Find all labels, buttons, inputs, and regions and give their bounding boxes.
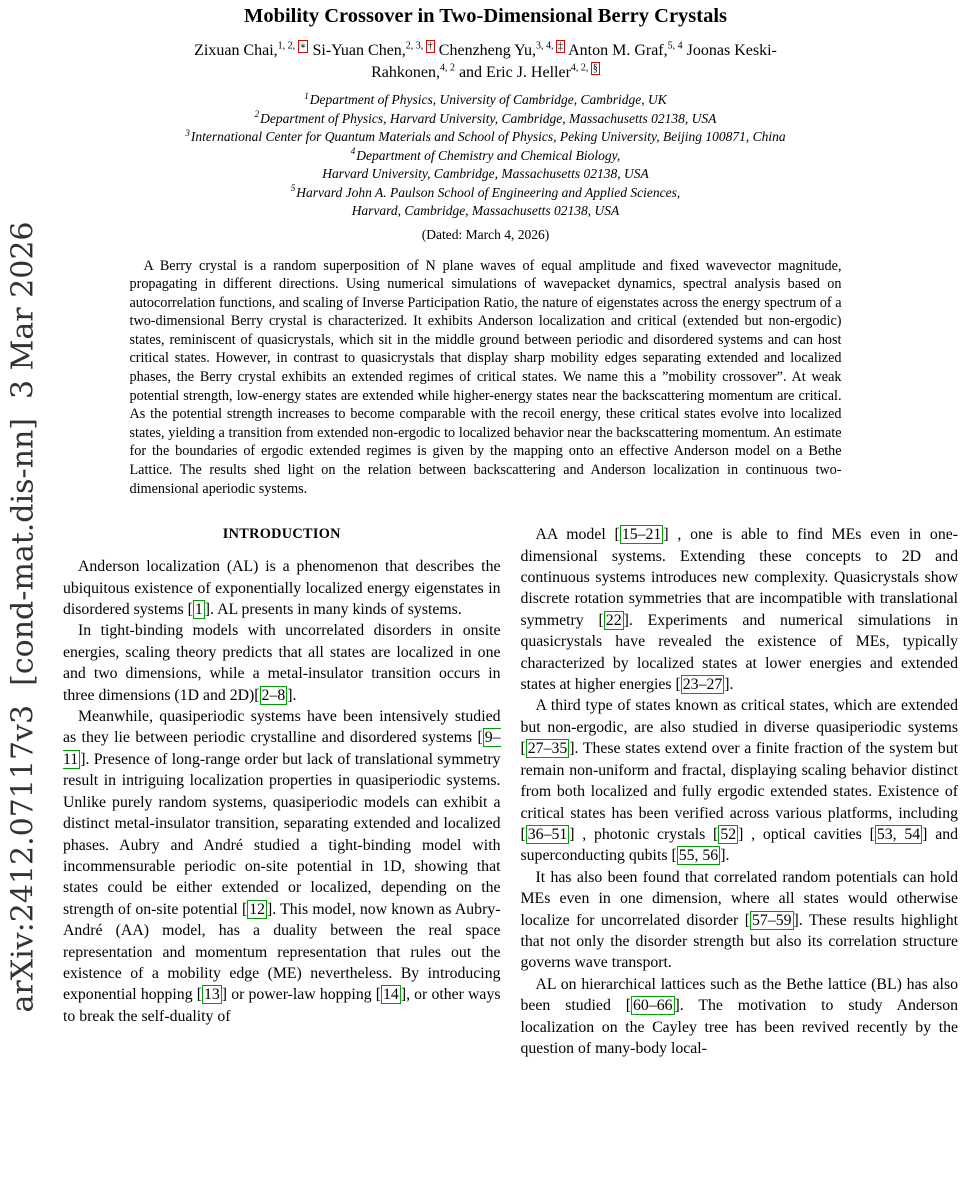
author-name: and Eric J. Heller$^{4, 2, \S}$ xyxy=(458,62,598,81)
citation-link[interactable]: [ 22 ] xyxy=(598,611,629,629)
citation-number[interactable]: 1 xyxy=(194,601,203,619)
citation-link[interactable]: [ 15–21 ] xyxy=(614,526,669,544)
citation-link[interactable]: [ 14 ] xyxy=(375,986,407,1004)
citation-number[interactable]: 52 xyxy=(720,825,737,843)
body-paragraph: AL on hierarchical lattices such as the Bethe lattice (BL) has also been studied [ 60–66 ]. The motivation to study Anderson localization on the Cayley tree has been revived recently by the question of many-body local- xyxy=(520,975,958,1057)
author-name: Anton M. Graf,$^{5, 4}$ xyxy=(568,40,683,59)
citation-number[interactable]: 14 xyxy=(383,986,399,1004)
abstract-text: A Berry crystal is a random superposition of N plane waves of equal amplitude and fixed wavevector magnitude, propagating in different directions. Using numerical simulations of wavepacket dynamics, spectral analysis based on autocorrelation functions, and scaling of Inverse Participation Ratio, the nature of eigenstates across the energy spectrum of a two-dimensional Berry crystal is characterized. It exhibits Anderson localization and critical (extended but non-ergodic) states, reminiscent of quasicrystals, which sit in the middle ground between periodic and disordered systems and can host critical states. However, in contrast to quasicrystals that display sharp mobility edges separating extended and localized phases, the Berry crystal exhibits an extended regimes of critical states. We name this a ”mobility crossover”. At weak potential strength, low-energy states are extended while higher-energy states near the backscattering momentum are critical. As the potential strength increases to become comparable with the recoil energy, these critical states evolve into localized states, yielding a transition from extended non-ergodic to localized behavior near the backscattering momentum. An estimate for the boundaries of ergodic extended regimes is given by the mapping onto an effective Anderson model on a Bethe Lattice. The results shed light on the relation between backscattering and Anderson localization in continuous two-dimensional aperiodic systems. xyxy=(129,257,842,497)
citation-link[interactable]: [ 60–66 ] xyxy=(625,997,680,1015)
citation-number[interactable]: 27–35 xyxy=(527,740,568,758)
two-column-body xyxy=(0,498,971,1059)
citation-link[interactable]: [ 52 ] xyxy=(713,825,744,843)
left-column-paragraphs xyxy=(63,556,501,1027)
affiliation-list xyxy=(0,91,971,221)
citation-number[interactable]: 60–66 xyxy=(633,997,673,1015)
citation-number[interactable]: 15–21 xyxy=(621,526,662,544)
body-paragraph: AA model [ 15–21 ] , one is able to find MEs even in one-dimensional systems. Extending these concepts to 2D and continuous systems introduces new complexity. Quasicrystals show discrete rotation symmetries that are incompatible with translational symmetry [ 22 ]. Experiments and numerical simulations in quasicrystals have revealed the existence of MEs, typically characterized by localized states at lower energies and extended states at higher energies [ 23–27 ]. xyxy=(520,526,958,694)
citation-link[interactable]: [ 1 ] xyxy=(187,601,211,619)
author-list xyxy=(186,40,786,84)
citation-link[interactable]: [ 2–8 ] xyxy=(254,686,293,704)
citation-number[interactable]: 23–27 xyxy=(682,676,723,694)
citation-link[interactable]: [ 23–27 ] xyxy=(675,676,730,694)
section-heading-introduction: INTRODUCTION xyxy=(222,526,341,543)
arxiv-watermark-link[interactable]: arXiv:2412.07117v3 [cond-mat.dis-nn] 3 Mar 2026 xyxy=(5,221,41,1013)
right-column-paragraphs xyxy=(521,524,959,1059)
affiliation-line: $^2$Department of Physics, Harvard University, Cambridge, Massachusetts 02138, USA xyxy=(254,109,717,126)
citation-number[interactable]: 2–8 xyxy=(261,686,286,704)
affiliation-line: $^3$International Center for Quantum Materials and School of Physics, Peking University, Beijing 100871, China xyxy=(185,127,786,144)
affiliation-line: Harvard, Cambridge, Massachusetts 02138, USA xyxy=(351,203,620,218)
body-paragraph: It has also been found that correlated random potentials can hold MEs even in one dimension, where all states would otherwise localize for uncorrelated disorder [ 57–59 ]. These results highlight that not only the disorder strength but also its correlation structure governs wave transport. xyxy=(520,868,958,972)
affiliation-line: Harvard University, Cambridge, Massachusetts 02138, USA xyxy=(322,166,649,181)
author-name: Zixuan Chai,$^{1, 2, ∗}$ xyxy=(194,40,307,59)
citation-link[interactable]: [ 13 ] xyxy=(196,986,228,1004)
citation-link[interactable]: [ 57–59 ] xyxy=(744,911,799,929)
citation-number[interactable]: 13 xyxy=(204,986,220,1004)
author-footnote-link[interactable]: § xyxy=(592,62,598,74)
citation-link[interactable]: [ 53, 54 ] xyxy=(869,825,928,843)
affiliation-line: $^5$Harvard John A. Paulson School of Engineering and Applied Sciences, xyxy=(290,183,681,200)
citation-link[interactable]: [ 27–35 ] xyxy=(520,740,575,758)
author-name: Joonas Keski-Rahkonen,$^{4, 2}$ xyxy=(371,42,777,81)
citation-link[interactable]: [ 9–11 ] xyxy=(63,729,501,768)
left-column xyxy=(63,524,501,1059)
author-footnote-link[interactable]: † xyxy=(427,40,433,52)
author-name: Chenzheng Yu,$^{3, 4, \ddagger}$ xyxy=(438,40,563,59)
citation-link[interactable]: [ 12 ] xyxy=(241,900,273,918)
citation-link[interactable]: [ 55, 56 ] xyxy=(671,847,726,865)
author-footnote-link[interactable]: ∗ xyxy=(299,40,307,52)
paper-title: Mobility Crossover in Two-Dimensional Berry Crystals xyxy=(243,5,728,27)
date-line: (Dated: March 4, 2026) xyxy=(421,226,550,242)
author-name: Si-Yuan Chen,$^{2, 3, \dagger}$ xyxy=(312,40,433,59)
affiliation-line: $^4$Department of Chemistry and Chemical Biology, xyxy=(350,146,621,163)
body-paragraph: Meanwhile, quasiperiodic systems have been intensively studied as they lie between periodic crystalline and disordered systems [ 9–11 ]. Presence of long-range order but lack of translational symmetry result in intriguing localization properties in quasiperiodic systems. Unlike purely random systems, quasiperiodic models can exhibit a distinct metal-insulator transition, separating extended and localized phases. Aubry and André studied a tight-binding model with incommensurable periodic on-site potential in 1D, showing that states could be either extended or localized, depending on the strength of on-site potential [ 12 ]. This model, now known as Aubry-André (AA) model, has a duality between the real space representation and momentum representation that rules out the existence of a mobility edge (ME) nevertheless. By introducing exponential hopping [ 13 ] or power-law hopping [ 14 ], or other ways to break the self-duality of xyxy=(63,708,501,1025)
right-column xyxy=(521,524,959,1059)
citation-number[interactable]: 57–59 xyxy=(752,911,792,929)
affiliation-line: $^1$Department of Physics, University of Cambridge, Cambridge, UK xyxy=(304,90,667,107)
citation-link[interactable]: [ 36–51 ] xyxy=(520,825,575,843)
citation-number[interactable]: 9–11 xyxy=(63,729,501,768)
citation-number[interactable]: 36–51 xyxy=(527,825,568,843)
citation-number[interactable]: 55, 56 xyxy=(678,847,719,865)
body-paragraph: Anderson localization (AL) is a phenomenon that describes the ubiquitous existence of exponentially localized energy eigenstates in disordered systems [ 1 ]. AL presents in many kinds of systems. xyxy=(63,558,501,619)
body-paragraph: A third type of states known as critical states, which are extended but non-ergodic, are also studied in diverse quasiperiodic systems [ 27–35 ]. These states extend over a finite fraction of the system but remain non-uniform and fractal, displaying scaling behavior distinct from both localized and fully ergodic extended states. Existence of critical states has been verified across various platforms, including [ 36–51 ] , photonic crystals [ 52 ] , optical cavities [ 53, 54 ] and superconducting qubits [ 55, 56 ]. xyxy=(520,697,959,865)
author-footnote-link[interactable]: ‡ xyxy=(557,40,563,52)
citation-number[interactable]: 12 xyxy=(249,900,265,918)
citation-number[interactable]: 53, 54 xyxy=(876,825,921,843)
body-paragraph: In tight-binding models with uncorrelated disorders in onsite energies, scaling theory predicts that all states are localized in one and two dimensions, while a metal-insulator transition occurs in three dimensions (1D and 2D)[ 2–8 ]. xyxy=(63,622,501,704)
citation-number[interactable]: 22 xyxy=(605,611,622,629)
